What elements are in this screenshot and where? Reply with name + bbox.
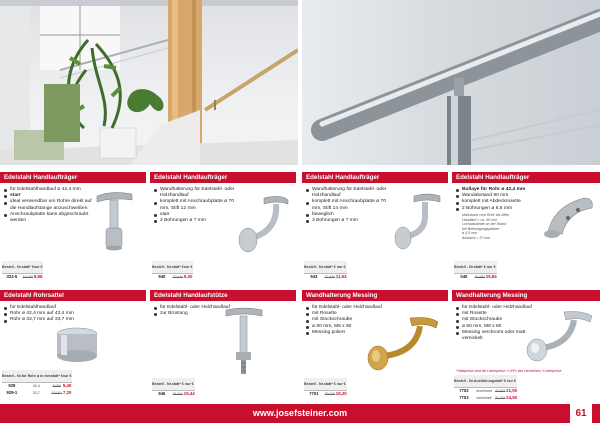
col-old-price: statt* € <box>324 261 336 273</box>
col-article-number: Bestell - Nr. <box>2 261 22 273</box>
col-article-number: Bestell - Nr. <box>152 261 172 273</box>
handrail-post-product-image <box>216 304 272 376</box>
col-article-number: Bestell - Nr. <box>454 261 474 273</box>
product-panel-chrome-wall-bracket <box>452 290 600 400</box>
pipe-diameter: 33,7 <box>32 390 40 395</box>
note-line: Maßskizzt vom Rohr bis Mitte <box>462 213 510 217</box>
finish: verchromt <box>475 388 492 393</box>
col-price: nur € <box>34 261 43 273</box>
price: 24,50 <box>506 395 518 400</box>
adjustable-bracket-product-image <box>390 188 446 258</box>
price-table-header <box>152 378 195 390</box>
price-table <box>2 261 43 280</box>
feature-list <box>154 187 244 224</box>
pipe-saddle-product-image <box>52 326 102 364</box>
old-price: 8,06* <box>52 383 61 388</box>
price: 7,20 <box>62 390 72 395</box>
feature-list <box>306 187 396 224</box>
product-panel-handrail-support-322-5 <box>0 172 146 284</box>
col-price: nur € <box>63 370 72 382</box>
col-price: nur € <box>184 261 193 273</box>
old-price: 20,55* <box>474 274 485 279</box>
feature-item: ø 60 mm, M8 x 60 <box>456 324 546 330</box>
panel-title: Edelstahl Handlaufträger <box>452 172 600 183</box>
feature-item: 2 Bohrungen ø 7 mm <box>154 218 244 224</box>
col-old-price: statt* € <box>494 375 506 387</box>
price-disclaimer: *Stattpreise sind die Listenpreise / UVPs des Herstellers / Listenpreise <box>456 369 562 373</box>
page-number: 61 <box>570 402 592 424</box>
table-row <box>152 390 195 397</box>
feature-item: zur Brüstung <box>154 311 244 317</box>
price-table-header <box>2 370 72 382</box>
old-price: 17,64* <box>324 274 335 279</box>
col-old-price: statt* € <box>22 261 34 273</box>
handrail-closeup-illustration <box>302 0 600 165</box>
price-table <box>152 378 195 397</box>
article-number: 929-1 <box>6 390 18 395</box>
col-article-number: Bestell - Nr. <box>2 370 22 382</box>
article-number: 946 <box>158 391 166 397</box>
table-row <box>454 394 517 400</box>
handrail-closeup-photo <box>302 0 600 165</box>
price: 21,00 <box>506 388 518 394</box>
brass-bracket-product-image <box>364 312 444 372</box>
feature-item: ø 60 mm, M8 x 60 <box>306 324 396 330</box>
article-number: 7701 <box>309 391 319 397</box>
col-article-number: Bestell - Nr. <box>454 375 474 387</box>
col-price: nur € <box>486 261 497 273</box>
feature-item: für Edelstahl- oder Holzhandlauf <box>306 305 396 311</box>
col-finish: Ausführung <box>474 375 494 387</box>
feature-item: starr <box>4 193 94 199</box>
article-number: 7703 <box>459 395 469 400</box>
wall-bracket-product-image <box>234 190 294 260</box>
article-number: 940 <box>158 274 166 280</box>
price: 9,30 <box>183 274 193 280</box>
note-line: Handlauf = ca. 90 mm <box>462 217 498 222</box>
feature-item: komplett mit Abdeckrosette <box>456 199 546 205</box>
feature-item: Messing verchromt oder matt vernickelt <box>456 330 546 342</box>
feature-item: mit Rosette <box>306 311 396 317</box>
feature-list <box>4 305 94 324</box>
feature-item: Rohr ø 42,4 mm auf 42,4 mm <box>4 311 94 317</box>
price: 15,84 <box>485 274 497 280</box>
chrome-bracket-product-image <box>524 306 596 362</box>
feature-item: mit Rosette <box>456 311 546 317</box>
col-old-price: statt* € <box>51 370 63 382</box>
panel-title: Wandhalterung Messing <box>302 290 448 301</box>
feature-item: beweglich <box>306 212 396 218</box>
feature-item: Wandhalterung für Edelstahl- oder Holzhandlauf <box>306 187 396 199</box>
old-price: 20,02* <box>324 391 335 396</box>
col-price: nur € <box>336 261 347 273</box>
table-row <box>454 387 517 394</box>
product-panel-handrail-support-943 <box>302 172 448 284</box>
feature-item: 3 Bohrungen ø 7 mm <box>306 218 396 224</box>
article-number: 045 <box>460 274 468 280</box>
price-table-header <box>454 375 517 387</box>
old-price: 20,67* <box>494 388 506 393</box>
price-table-header <box>304 261 347 273</box>
price-table <box>454 261 497 280</box>
col-price: nur € <box>336 378 347 390</box>
handrail-support-product-image <box>82 188 142 258</box>
price-table <box>304 378 347 397</box>
table-row <box>304 390 347 397</box>
old-price: 21,24* <box>494 395 506 400</box>
col-price: nur € <box>506 375 517 387</box>
price: 16,20 <box>335 391 347 397</box>
feature-item: Wandabstand 90 mm <box>456 193 546 199</box>
staircase-photo <box>0 0 298 165</box>
feature-item: für Edelstahlhandlauf ø 42,4 mm <box>4 187 94 193</box>
feature-item: für Edelstahl- oder Holzhandlauf <box>154 305 244 311</box>
panel-title: Wandhalterung Messing <box>452 290 600 301</box>
feature-item: Bullaye für Rohr ø 42,4 mm <box>456 187 546 193</box>
feature-item: für Edelstahlhandlauf <box>4 305 94 311</box>
feature-item: komplett mit Anschraubplatte ø 70 mm, Stift 14 mm <box>306 199 396 211</box>
price-table <box>304 261 347 280</box>
col-price: nur € <box>184 378 195 390</box>
col-pipe-diameter: für Rohr ø in mm <box>22 370 51 382</box>
product-panel-handrail-support-045 <box>452 172 600 284</box>
old-price: 10,91* <box>51 390 62 395</box>
article-number: 322-5 <box>6 274 18 280</box>
feature-list <box>456 187 546 212</box>
old-price: 13,64* <box>172 274 183 279</box>
price: 5,40 <box>62 383 72 389</box>
feature-item: mit Stockschraube <box>456 317 546 323</box>
feature-item: Wandhalterung für Edelstahl- oder Holzhandlauf <box>154 187 244 199</box>
note-line: Lochabstände an der Wand <box>462 222 507 227</box>
feature-item: Rohr ø 33,7 mm auf 33,7 mm <box>4 317 94 323</box>
article-number: 929 <box>8 383 16 389</box>
price-table-header <box>152 261 193 273</box>
col-old-price: statt* € <box>324 378 336 390</box>
feature-list <box>4 187 94 224</box>
col-article-number: Bestell - Nr. <box>152 378 172 390</box>
product-panel-handrail-post <box>150 290 296 400</box>
feature-item: starr <box>154 212 244 218</box>
dimension-note <box>462 213 532 241</box>
product-panel-brass-wall-bracket <box>302 290 448 400</box>
old-price: 24,91* <box>172 391 183 396</box>
table-row <box>454 273 497 280</box>
feature-item: für Edelstahl- oder Holzhandlauf <box>456 305 546 311</box>
table-row <box>2 389 72 396</box>
table-row <box>152 273 193 280</box>
page-footer <box>0 402 600 424</box>
price: 11,54 <box>335 274 347 280</box>
feature-item: ideal verwendbar um Rohre direkt auf die Handlaufstange anzuschweißen <box>4 199 94 211</box>
article-number: 943 <box>310 274 318 280</box>
feature-item: Messing poliert <box>306 330 396 336</box>
price-table-header <box>454 261 497 273</box>
col-old-price: statt* € <box>474 261 486 273</box>
price-table <box>152 261 193 280</box>
price-table <box>454 375 517 400</box>
pipe-diameter: 42,4 <box>32 383 40 388</box>
price-table <box>2 370 72 396</box>
finish: vernickelt <box>476 395 492 400</box>
col-old-price: statt* € <box>172 261 184 273</box>
old-price: 15,08* <box>22 274 33 279</box>
staircase-scene-illustration <box>0 0 298 165</box>
panel-title: Edelstahl Handlaufträger <box>0 172 146 183</box>
article-number: 7702 <box>459 388 469 394</box>
panel-title: Edelstahl Handlaufträger <box>150 172 296 183</box>
bullaye-bracket-product-image <box>538 188 598 248</box>
price-table-header <box>2 261 43 273</box>
col-old-price: statt* € <box>172 378 184 390</box>
panel-title: Edelstahl Handlaufträger <box>302 172 448 183</box>
table-row <box>2 382 72 389</box>
price-table-header <box>304 378 347 390</box>
feature-item: 2 Bohrungen ø 6,5 mm <box>456 206 546 212</box>
feature-item: mit Stockschraube <box>306 317 396 323</box>
feature-item: Anschraubplatte kann abgeschraubt werden <box>4 212 94 224</box>
note-line: bei Befestigungsplatten <box>462 226 500 231</box>
feature-item: komplett mit Anschraubplatte ø 70 mm, Stift 12 mm <box>154 199 244 211</box>
panel-title: Edelstahl Handlaufstütze <box>150 290 296 301</box>
product-panel-pipe-saddle <box>0 290 146 400</box>
col-article-number: Bestell - Nr. <box>304 261 324 273</box>
note-line: ø 6,5 mm <box>462 231 478 236</box>
table-row <box>304 273 347 280</box>
panel-title: Edelstahl Rohrsattel <box>0 290 146 301</box>
price: 15,44 <box>183 391 195 397</box>
col-article-number: Bestell - Nr. <box>304 378 324 390</box>
table-row <box>2 273 43 280</box>
price: 8,96 <box>33 274 43 280</box>
product-panel-handrail-support-940 <box>150 172 296 284</box>
note-line: Abstand = 37 mm <box>462 235 491 240</box>
website-link[interactable]: www.josefsteiner.com <box>252 408 348 418</box>
